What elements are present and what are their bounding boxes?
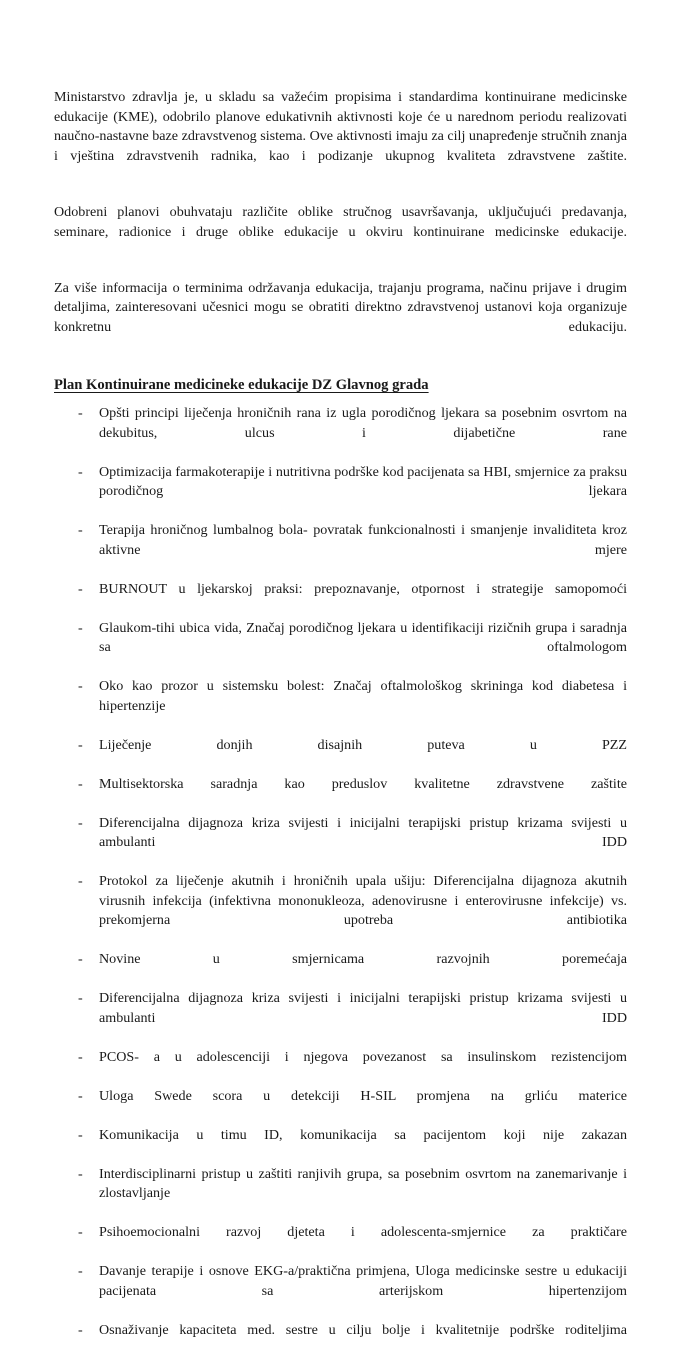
list-bullet-icon: - [78,736,83,753]
list-item-text: Multisektorska saradnja kao preduslov kvalitetne zdravstvene zaštite [99,775,627,792]
list-bullet-icon: - [78,1321,83,1338]
list-item-text: Diferencijalna dijagnoza kriza svijesti i inicijalni terapijski pristup krizama svijesti u ambulanti IDD [99,990,627,1026]
list-item-text: Diferencijalna dijagnoza kriza svijesti i inicijalni terapijski pristup krizama svijesti u ambulanti IDD [99,814,627,851]
list-bullet-icon: - [78,1087,83,1104]
list-bullet-icon: - [78,951,83,968]
list-bullet-icon: - [78,990,83,1007]
list-bullet-icon: - [78,1165,83,1182]
list-item-text: Davanje terapije i osnove EKG-a/praktična primjena, Uloga medicinske sestre u edukaciji pacijenata sa arterijskom hipertenzijom [99,1263,627,1299]
list-bullet-icon: - [78,814,83,831]
list-item [54,677,627,736]
list-bullet-icon: - [78,1048,83,1065]
list-item-text: BURNOUT u ljekarskoj praksi: prepoznavanje, otpornost i strategije samopomoći [99,580,627,597]
list-bullet-icon: - [78,1126,83,1143]
list-item-text: Novine u smjernicama razvojnih poremećaja [99,951,627,968]
list-bullet-icon: - [78,619,83,636]
list-item [54,1223,627,1262]
list-bullet-icon: - [78,873,83,890]
list-item [54,814,627,873]
intro-paragraph-2: Odobreni planovi obuhvataju različite oblike stručnog usavršavanja, uključujući predavanja, seminare, radionice i druge oblike edukacije u okviru kontinuirane medicinske edukacije. [54,203,627,240]
list-item [54,580,627,619]
list-item-text: PCOS- a u adolescenciji i njegova povezanost sa insulinskom rezistencijom [99,1048,627,1065]
list-item [54,1321,627,1360]
intro-paragraph-1: Ministarstvo zdravlja je, u skladu sa važećim propisima i standardima kontinuirane medicinske edukacije (KME), odobrilo planove edukativnih aktivnosti koje će u narednom periodu realizovati naučno-nastavne baze zdravstvenog sistema. Ove aktivnosti imaju za cilj unapređenje stručnih znanja i vještina zdravstvenih radnika, kao i podizanje ukupnog kvaliteta zdravstvene zaštite. [54,89,627,164]
topic-list [54,404,627,1360]
list-item [54,872,627,950]
list-bullet-icon: - [78,1263,83,1280]
list-item [54,619,627,678]
list-item-text: Uloga Swede scora u detekciji H-SIL promjena na grliću materice [99,1087,627,1104]
list-item-text: Glaukom-tihi ubica vida, Značaj porodičnog ljekara u identifikaciji rizičnih grupa i saradnja sa oftalmologom [99,619,627,656]
list-item [54,736,627,775]
list-item [54,1048,627,1087]
list-item-text: Oko kao prozor u sistemsku bolest: Značaj oftalmološkog skrininga kod diabetesa i hipertenzije [99,678,627,714]
list-item [54,521,627,580]
list-item-text: Interdisciplinarni pristup u zaštiti ranjivih grupa, sa posebnim osvrtom na zanemarivanje i zlostavljanje [99,1165,627,1202]
list-item [54,1087,627,1126]
list-item [54,1165,627,1224]
list-item-text: Protokol za liječenje akutnih i hroničnih upala ušiju: Diferencijalna dijagnoza akutnih virusnih infekcija (infektivna mononukleoza, adenovirusne i enterovirusne infekcije) vs. prekomjerna upotreba antibiotika [99,873,627,929]
section-heading [54,375,627,395]
list-item [54,775,627,814]
list-bullet-icon: - [78,678,83,695]
list-bullet-icon: - [78,522,83,539]
list-bullet-icon: - [78,1224,83,1241]
document-body [54,88,627,1360]
list-bullet-icon: - [78,405,83,422]
list-item-text: Optimizacija farmakoterapije i nutritivna podrške kod pacijenata sa HBI, smjernice za praksu porodičnog ljekara [99,463,627,500]
list-item-text: Terapija hroničnog lumbalnog bola- povratak funkcionalnosti i smanjenje invaliditeta kroz aktivne mjere [99,522,627,558]
list-item [54,1262,627,1321]
list-bullet-icon: - [78,775,83,792]
list-bullet-icon: - [78,463,83,480]
list-item [54,989,627,1048]
list-item [54,404,627,463]
list-item-text: Osnaživanje kapaciteta med. sestre u cilju bolje i kvalitetnije podrške roditeljima [99,1321,627,1338]
section-heading-text: Plan Kontinuirane medicineke edukacije DZ Glavnog grada [54,377,429,394]
list-item-text: Opšti principi liječenja hroničnih rana iz ugla porodičnog ljekara sa posebnim osvrtom na dekubitus, ulcus i dijabetične rane [99,405,627,441]
list-item [54,463,627,522]
list-item [54,950,627,989]
list-item-text: Komunikacija u timu ID, komunikacija sa pacijentom koji nije zakazan [99,1126,627,1143]
intro-paragraph-3: Za više informacija o terminima održavanja edukacija, trajanju programa, načinu prijave i drugim detaljima, zainteresovani učesnici mogu se obratiti direktno zdravstvenoj ustanovi koja organizuje konkretnu edukaciju. [54,279,627,335]
list-item [54,1126,627,1165]
list-item-text: Liječenje donjih disajnih puteva u PZZ [99,736,627,753]
list-bullet-icon: - [78,580,83,597]
list-item-text: Psihoemocionalni razvoj djeteta i adolescenta-smjernice za praktičare [99,1224,627,1241]
